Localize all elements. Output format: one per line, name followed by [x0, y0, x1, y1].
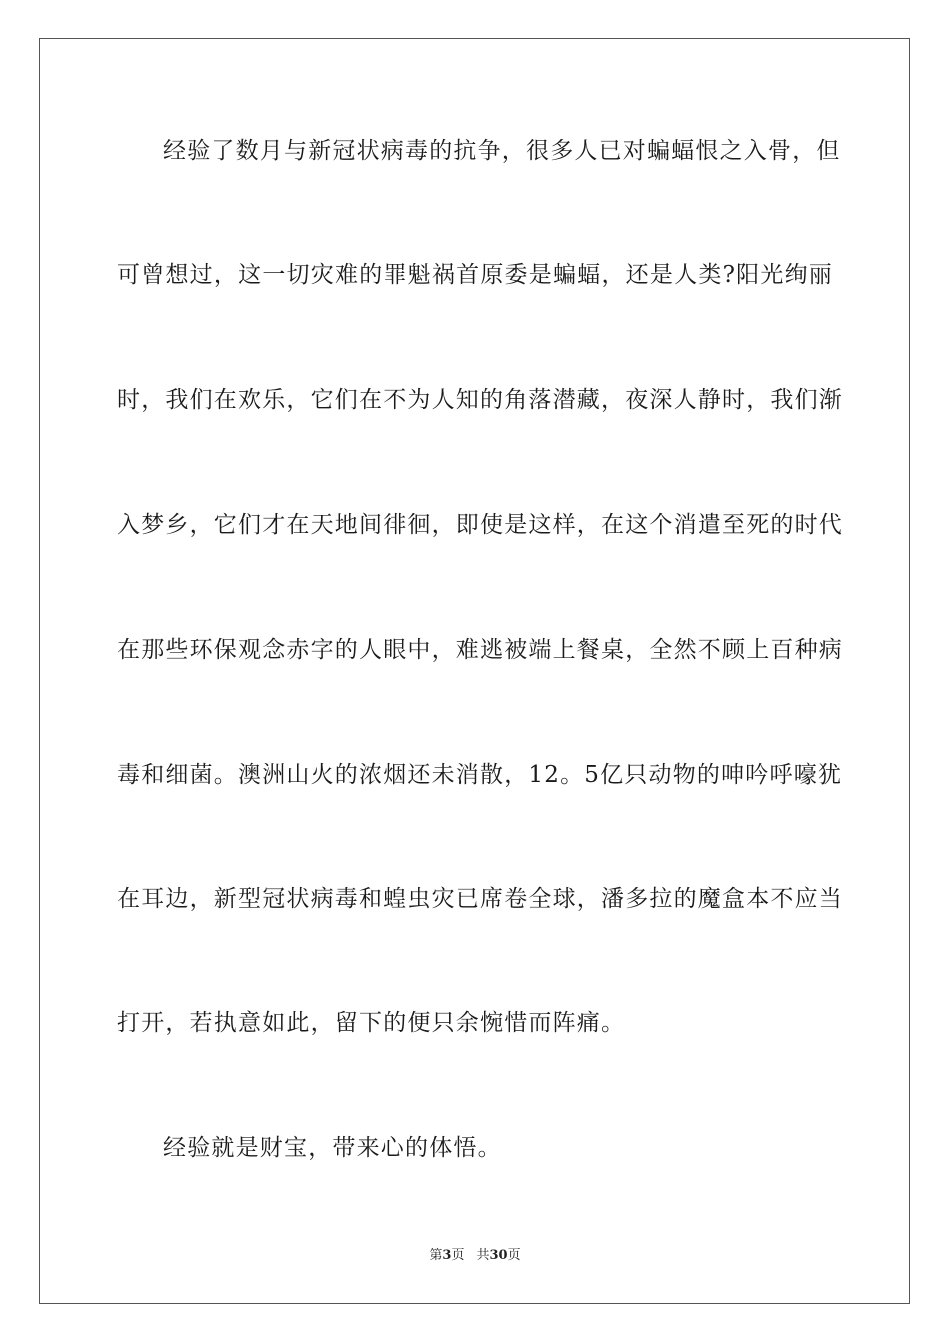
paragraph-line-4: 入梦乡，它们才在天地间徘徊，即使是这样，在这个消遣至死的时代 [117, 512, 843, 538]
paragraph-line-1: 经验了数月与新冠状病毒的抗争，很多人已对蝙蝠恨之入骨，但 [163, 138, 841, 164]
page-footer [0, 1247, 950, 1265]
paragraph-line-5: 在那些环保观念赤字的人眼中，难逃被端上餐桌，全然不顾上百种病 [117, 637, 843, 663]
paragraph-line-9: 经验就是财宝，带来心的体悟。 [163, 1135, 502, 1161]
total-suffix: 页 [507, 1248, 521, 1263]
page-number: 3 [442, 1248, 452, 1263]
page-border [39, 38, 910, 1304]
total-prefix: 共 [476, 1248, 490, 1263]
paragraph-line-6: 毒和细菌。澳洲山火的浓烟还未消散，12。5亿只动物的呻吟呼嚎犹 [117, 762, 843, 788]
paragraph-line-3: 时，我们在欢乐，它们在不为人知的角落潜藏，夜深人静时，我们渐 [117, 387, 843, 413]
total-pages: 30 [489, 1248, 508, 1263]
paragraph-line-8: 打开，若执意如此，留下的便只余惋惜而阵痛。 [117, 1010, 626, 1036]
paragraph-line-2: 可曾想过，这一切灾难的罪魁祸首原委是蝙蝠，还是人类?阳光绚丽 [117, 262, 833, 288]
page-suffix: 页 [451, 1248, 465, 1263]
paragraph-line-7: 在耳边，新型冠状病毒和蝗虫灾已席卷全球，潘多拉的魔盒本不应当 [117, 886, 843, 912]
page-prefix: 第 [429, 1248, 443, 1263]
